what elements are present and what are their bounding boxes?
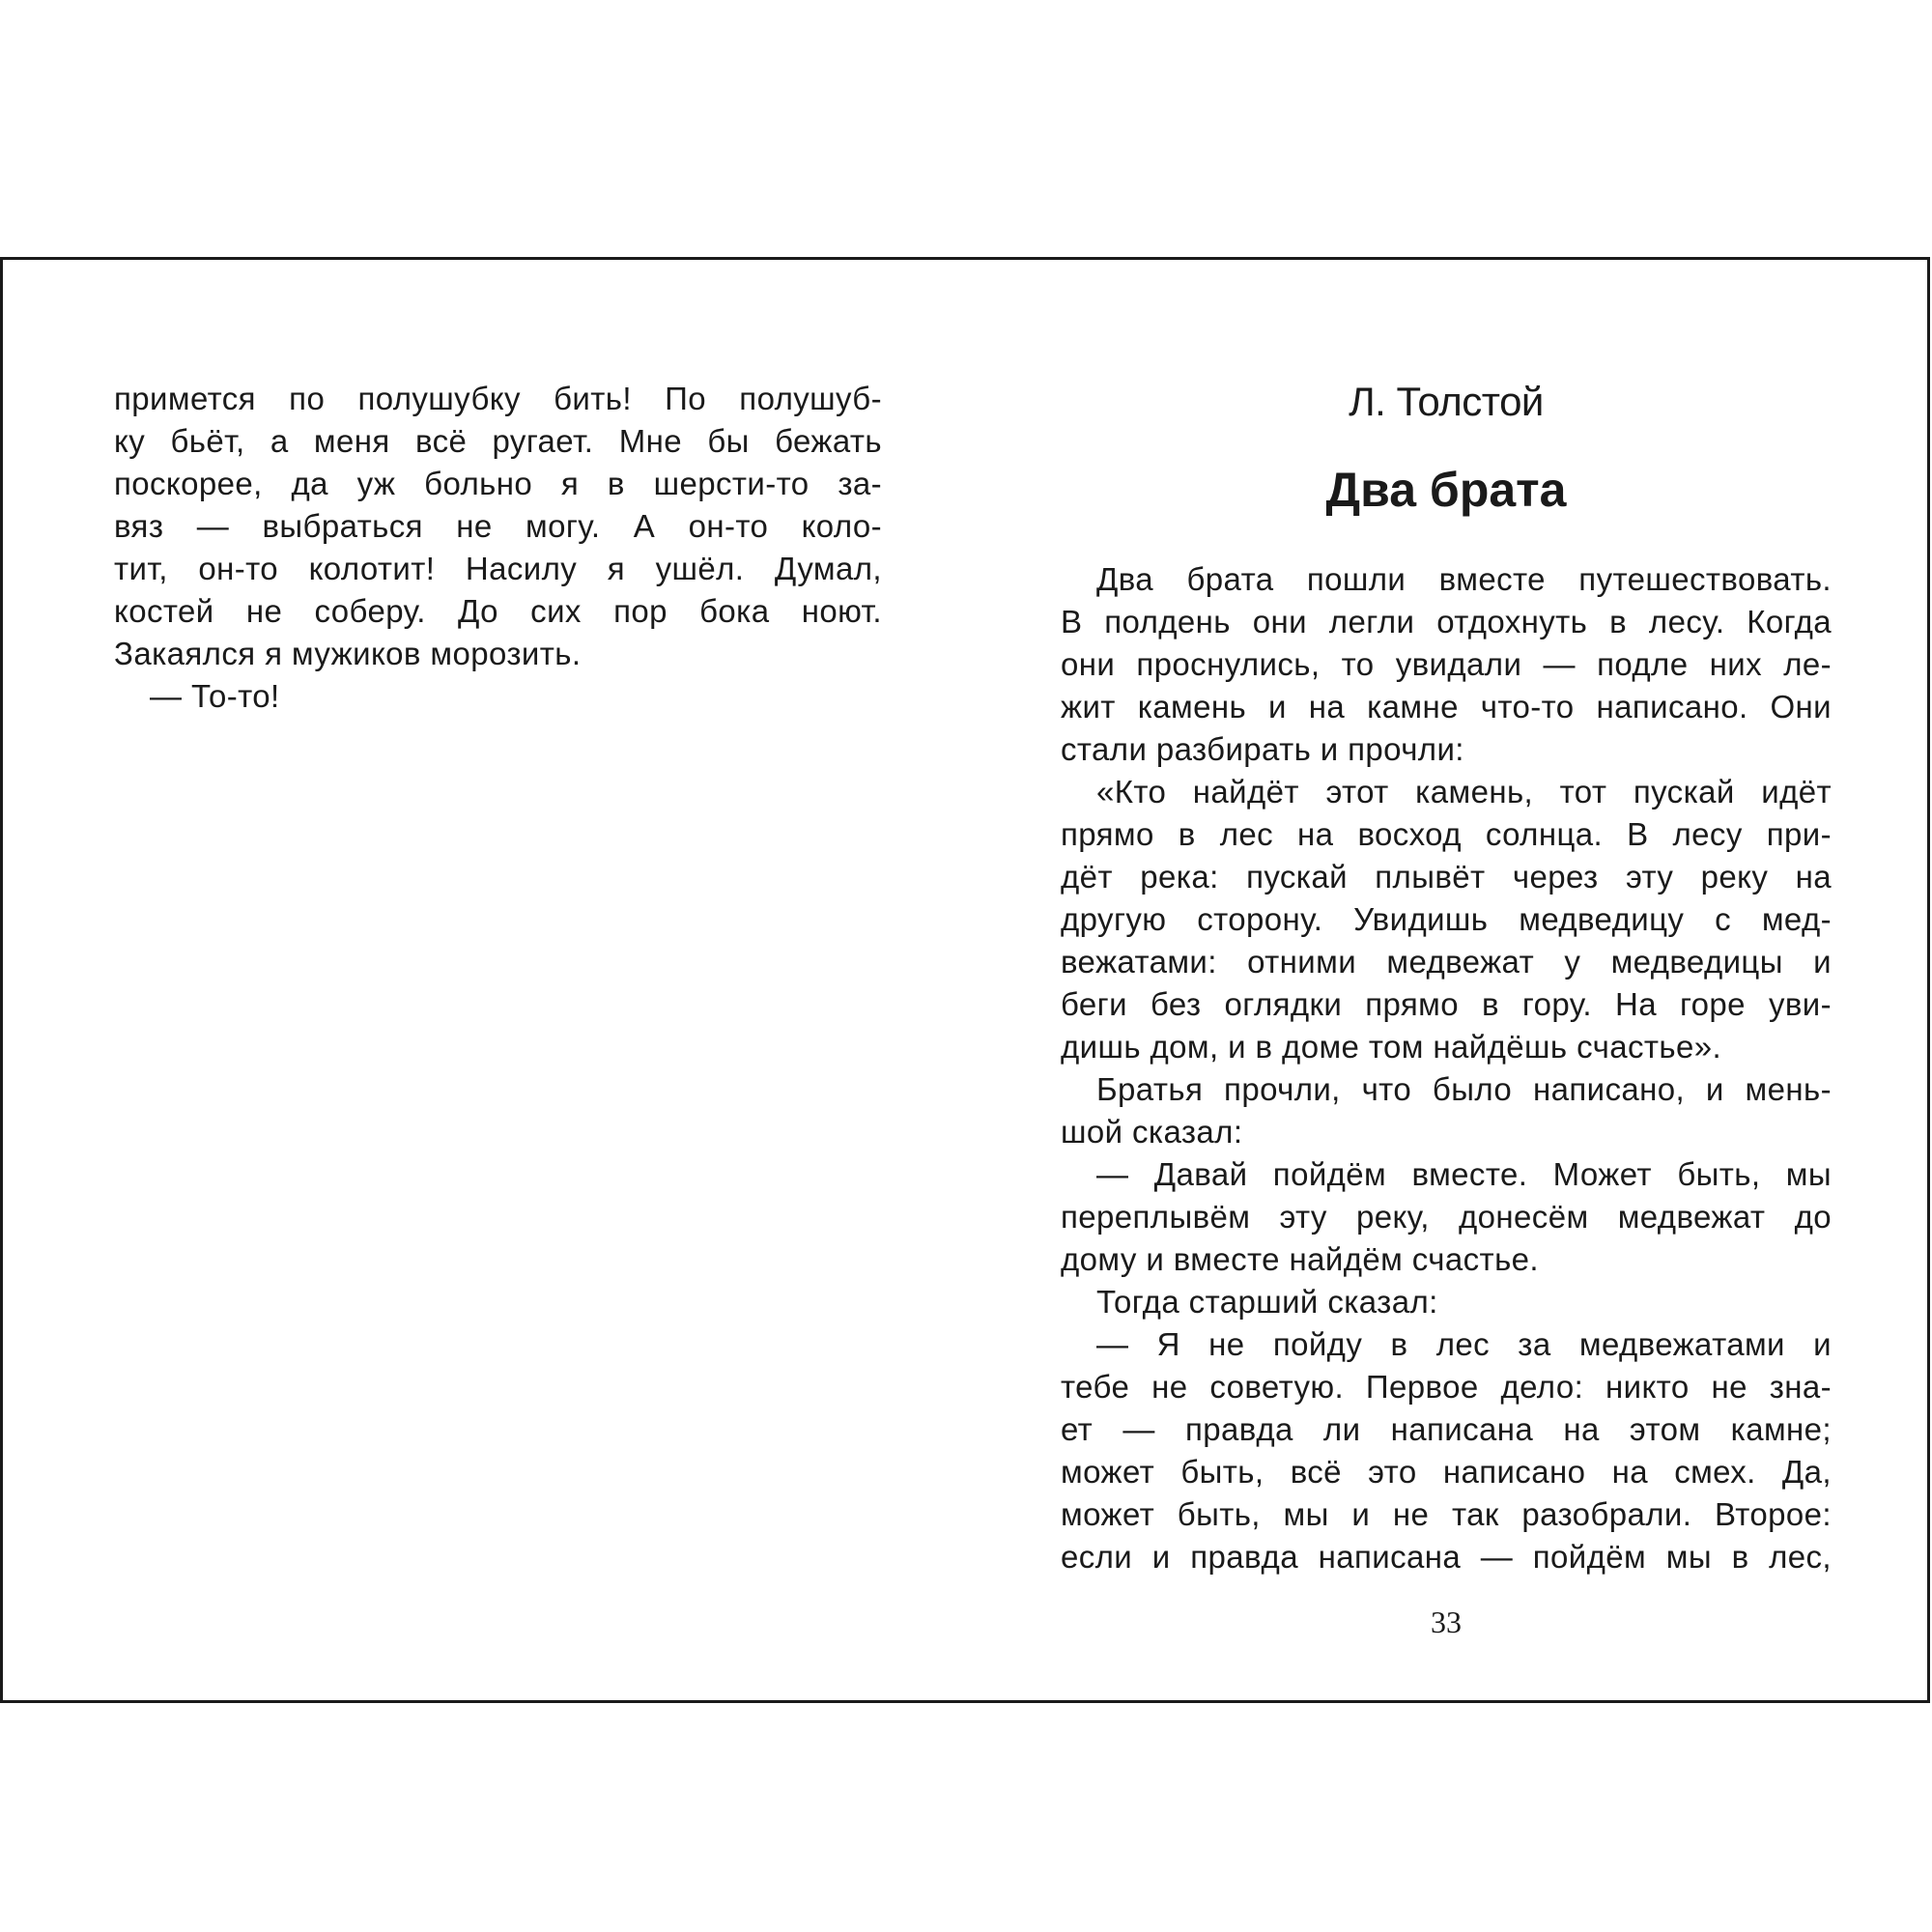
text-line: может быть, мы и не так разобрали. Второе: [1061, 1496, 1832, 1532]
text-line: — Я не пойду в лес за медвежатами и [1096, 1326, 1832, 1362]
text-line: Тогда старший сказал: [1096, 1284, 1438, 1320]
text-line: вяз — выбраться не могу. А он-то коло- [114, 508, 882, 544]
text-line: дишь дом, и в доме том найдёшь счастье». [1061, 1029, 1722, 1065]
text-line: — То-то! [150, 678, 280, 714]
text-line: Два брата пошли вместе путешествовать. [1096, 561, 1832, 597]
text-line: костей не соберу. До сих пор бока ноют. [114, 593, 882, 629]
page-number: 33 [1431, 1605, 1462, 1639]
text-line: ку бьёт, а меня всё ругает. Мне бы бежать [114, 423, 882, 459]
text-line: беги без оглядки прямо в гору. На горе уви- [1061, 986, 1832, 1022]
author-name: Л. Толстой [1349, 379, 1544, 424]
text-line: Братья прочли, что было написано, и мень- [1096, 1071, 1832, 1107]
text-line: другую сторону. Увидишь медведицу с мед- [1061, 901, 1832, 937]
text-line: дёт река: пускай плывёт через эту реку на [1061, 859, 1832, 895]
text-line: шой сказал: [1061, 1114, 1243, 1150]
text-line: примется по полушубку бить! По полушуб- [114, 381, 882, 416]
text-line: переплывём эту реку, донесём медвежат до [1061, 1199, 1832, 1235]
text-line: они проснулись, то увидали — подле них ле- [1061, 646, 1832, 682]
text-line: тит, он-то колотит! Насилу я ушёл. Думал, [114, 551, 882, 586]
text-line: дому и вместе найдём счастье. [1061, 1241, 1539, 1277]
text-line: Закаялся я мужиков морозить. [114, 636, 582, 671]
text-line: — Давай пойдём вместе. Может быть, мы [1096, 1156, 1832, 1192]
book-spread [0, 257, 1930, 1703]
text-line: тебе не советую. Первое дело: никто не зна- [1061, 1369, 1832, 1405]
story-title: Два брата [1325, 463, 1567, 517]
text-line: вежатами: отними медвежат у медведицы и [1061, 944, 1832, 980]
text-line: жит камень и на камне что-то написано. Они [1061, 689, 1832, 724]
text-line: поскорее, да уж больно я в шерсти-то за- [114, 466, 882, 501]
text-line: ет — правда ли написана на этом камне; [1061, 1411, 1832, 1447]
text-line: В полдень они легли отдохнуть в лесу. Когда [1061, 604, 1832, 639]
text-line: прямо в лес на восход солнца. В лесу при- [1061, 816, 1832, 852]
text-line: может быть, всё это написано на смех. Да, [1061, 1454, 1832, 1490]
text-line: стали разбирать и прочли: [1061, 731, 1464, 767]
text-line: если и правда написана — пойдём мы в лес, [1061, 1539, 1832, 1575]
text-line: «Кто найдёт этот камень, тот пускай идёт [1096, 774, 1832, 810]
